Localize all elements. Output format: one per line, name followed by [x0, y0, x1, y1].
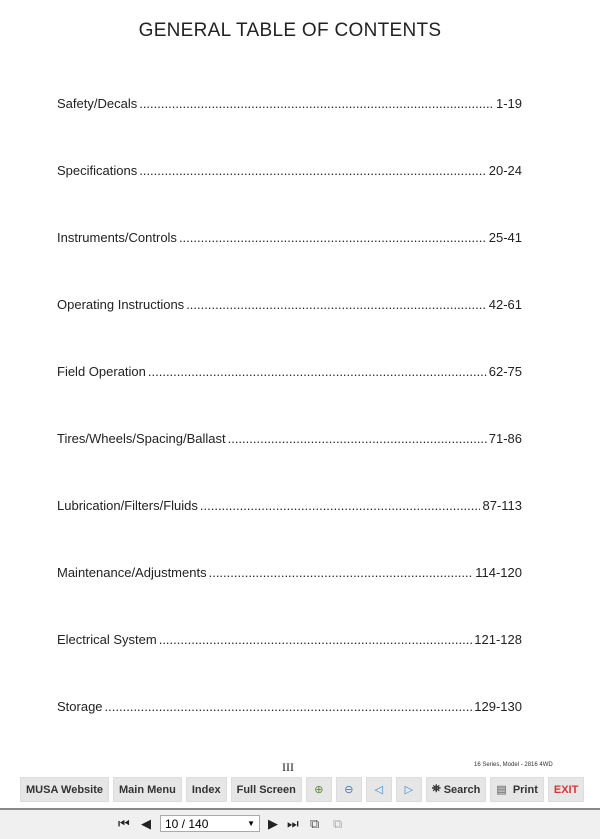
index-button[interactable]: Index [186, 777, 227, 802]
toc-entry-label: Instruments/Controls [57, 230, 177, 245]
zoom-in-icon[interactable]: ⊕ [306, 777, 332, 802]
leader-dots [105, 699, 473, 714]
toc-entry-pages: 129-130 [474, 699, 522, 714]
toc-entry-pages: 87-113 [482, 498, 522, 513]
dropdown-icon: ▼ [247, 819, 255, 828]
print-label: Print [512, 783, 538, 796]
leader-dots [209, 565, 474, 580]
viewer-nav-bar [0, 808, 600, 839]
toc-entry-label: Electrical System [57, 632, 157, 647]
toc-entry-pages: 42-61 [488, 297, 522, 312]
printer-icon: ▤ [496, 784, 507, 796]
toc-entry[interactable] [57, 431, 522, 446]
page-select[interactable] [160, 815, 260, 832]
toc-entry[interactable] [57, 632, 522, 647]
main-menu-button[interactable]: Main Menu [113, 777, 182, 802]
toc-entry[interactable] [57, 163, 522, 178]
toc-entry[interactable] [57, 96, 522, 111]
toc-entry-pages: 1-19 [495, 96, 522, 111]
toc-entry-pages: 20-24 [488, 163, 522, 178]
toc-entry-pages: 114-120 [475, 565, 522, 580]
toc-entry[interactable] [57, 699, 522, 714]
zoom-out-icon[interactable]: ⊖ [336, 777, 362, 802]
toc-entry-pages: 25-41 [488, 230, 522, 245]
toc-entry-label: Safety/Decals [57, 96, 138, 111]
leader-dots [148, 364, 487, 379]
prev-page-icon[interactable]: ◀ [141, 816, 151, 831]
toc-entry[interactable] [57, 230, 522, 245]
model-label: 16 Series, Model - 2816 4WD [474, 762, 553, 768]
page-number: III [282, 760, 294, 774]
musa-website-button[interactable]: MUSA Website [20, 777, 109, 802]
toc-entry[interactable] [57, 498, 522, 513]
full-screen-button[interactable]: Full Screen [231, 777, 302, 802]
toc-entry[interactable] [57, 297, 522, 312]
search-button[interactable] [426, 777, 487, 802]
toc-entry-pages: 121-128 [474, 632, 522, 647]
toc-entry-label: Storage [57, 699, 103, 714]
leader-dots [139, 96, 494, 111]
paste-icon[interactable]: ⧉ [333, 816, 343, 831]
toc-entry-label: Operating Instructions [57, 297, 185, 312]
leader-dots [139, 163, 487, 178]
toc-entry[interactable] [57, 565, 522, 580]
leader-dots [186, 297, 487, 312]
print-button[interactable] [490, 777, 543, 802]
toolbar [20, 777, 584, 802]
leader-dots [228, 431, 487, 446]
copy-icon[interactable]: ⧉ [310, 816, 320, 831]
next-page-icon[interactable]: ▷ [396, 777, 422, 802]
toc-entry-pages: 71-86 [488, 431, 522, 446]
leader-dots [200, 498, 481, 513]
toc-entry-label: Specifications [57, 163, 138, 178]
last-page-icon[interactable]: ⏭ [287, 816, 299, 831]
next-page-icon[interactable]: ▶ [268, 816, 278, 831]
binoculars-icon: ⛯ [431, 783, 441, 795]
toc-entry[interactable] [57, 364, 522, 379]
toc-entry-label: Maintenance/Adjustments [57, 565, 207, 580]
search-label: Search [443, 783, 481, 796]
first-page-icon[interactable]: ⏮ [118, 816, 130, 831]
exit-button[interactable]: EXIT [548, 777, 584, 802]
previous-page-icon[interactable]: ◁ [366, 777, 392, 802]
toc-entry-label: Tires/Wheels/Spacing/Ballast [57, 431, 226, 446]
page-title: GENERAL TABLE OF CONTENTS [138, 20, 442, 41]
toc-entry-label: Lubrication/Filters/Fluids [57, 498, 198, 513]
page-select-value: 10 / 140 [165, 816, 209, 831]
leader-dots [179, 230, 487, 245]
toc-entry-label: Field Operation [57, 364, 146, 379]
leader-dots [159, 632, 473, 647]
toc-entry-pages: 62-75 [488, 364, 522, 379]
